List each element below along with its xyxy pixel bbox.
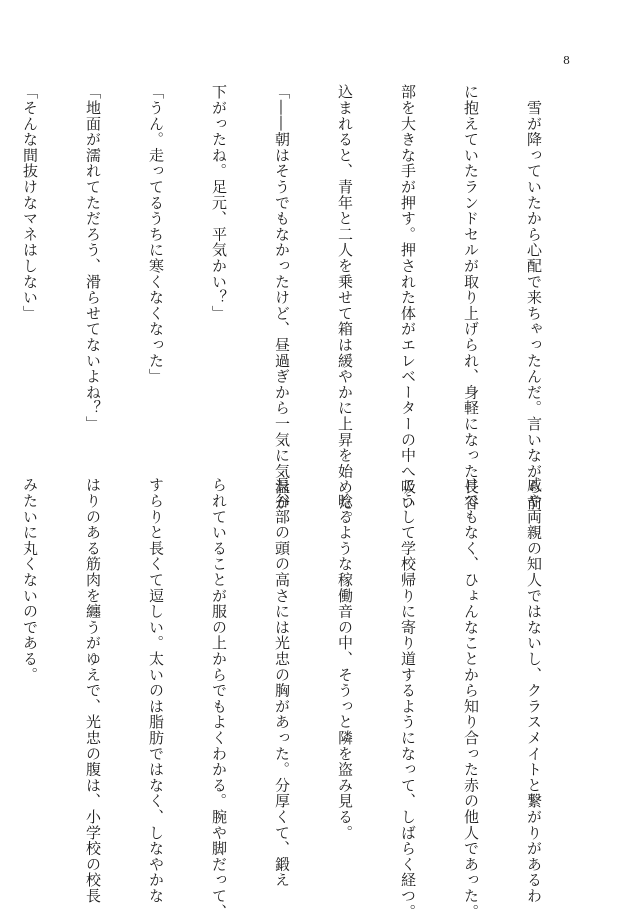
text-line: に抱えていたランドセルが取り上げられ、身軽になった長谷 [462, 84, 480, 511]
text-line: けでもなく、ひょんなことから知り合った赤の他人であった。 [462, 477, 480, 919]
text-line: 戚や両親の知人ではないし、クラスメイトと繋がりがあるわ [525, 477, 543, 904]
text-line: 「そんな間抜けなマネはしない」 [21, 84, 39, 321]
text-line: られていることが服の上からでもよくわかる。腕や脚だって、 [210, 477, 228, 919]
page-number: 8 [563, 54, 570, 67]
text-line: 下がったね。足元、平気かい？」 [210, 84, 228, 321]
text-line: はりのある筋肉を纏うがゆえで、光忠の腹は、小学校の校長 [84, 477, 102, 904]
text-line: 部を大きな手が押す。押された体がエレベーターの中へ吸い [399, 84, 417, 511]
text-line: 込まれると、青年と二人を乗せて箱は緩やかに上昇を始めた。 [336, 84, 354, 527]
text-line: 長谷部の頭の高さには光忠の胸があった。分厚くて、鍛え [273, 477, 291, 888]
text-line: 唸るような稼働音の中、そうっと隣を盗み見る。 [336, 477, 354, 841]
text-line: こうして学校帰りに寄り道するようになって、しばらく経つ。 [399, 477, 417, 919]
text-line: 「うん。走ってるうちに寒くなくなった」 [147, 84, 165, 385]
text-line: 「――朝はそうでもなかったけど、昼過ぎから一気に気温が [273, 84, 291, 511]
text-line: すらりと長くて逗しい。太いのは脂肪ではなく、しなやかな [147, 477, 165, 904]
text-block-top [21, 84, 586, 527]
text-line: みたいに丸くないのである。 [21, 477, 39, 683]
text-line: 雪が降っていたから心配で来ちゃったんだ。言いながら前 [525, 84, 543, 511]
text-line: 「地面が濡れてただろう、滑らせてないよね？」 [84, 84, 102, 432]
text-block-bottom [21, 477, 586, 919]
